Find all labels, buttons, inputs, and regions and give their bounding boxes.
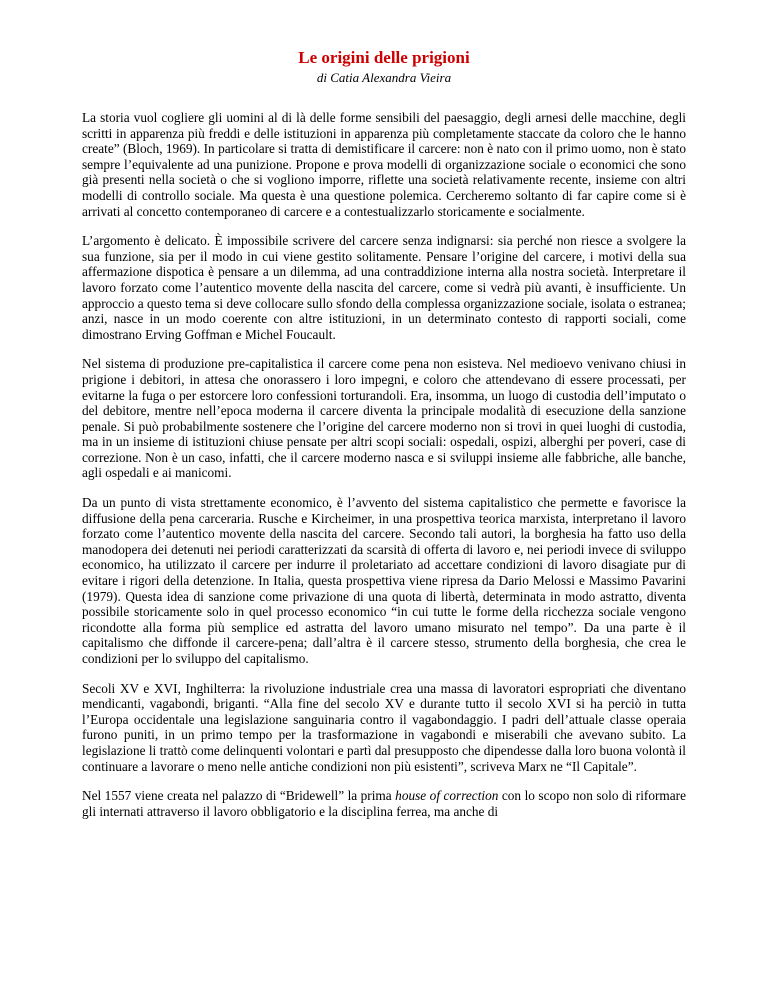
document-title: Le origini delle prigioni: [298, 48, 470, 67]
paragraph-6-emphasis: house of correction: [395, 788, 499, 804]
paragraph-6-text-start: Nel 1557 viene creata nel palazzo di “Bridewell” la prima: [82, 788, 396, 804]
paragraph-5: Secoli XV e XVI, Inghilterra: la rivoluzione industriale crea una massa di lavoratori espropriati che diventano mendicanti, vagabondi, briganti. “Alla fine del secolo XV e durante tutto il secolo XVI si ha perciò in tutta l’Europa occidentale una legislazione sanguinaria contro il vagabondaggio. I padri dell’attuale classe operaia furono puniti, in un primo tempo per la trasformazione in vagabondi e miserabili che avevano subito. La legislazione li trattò come delinquenti volontari e partì dal presupposto che dipendesse dalla loro buona volontà il continuare a lavorare o meno nelle antiche condizioni non più esistenti”, scriveva Marx ne “Il Capitale”.: [82, 680, 686, 774]
paragraph-2: L’argomento è delicato. È impossibile scrivere del carcere senza indignarsi: sia perché non riesce a svolgere la sua funzione, sia per il modo in cui viene gestito solitamente. Pensare l’origine del carcere, i motivi della sua affermazione dispotica è pensare a un dilemma, ad una contraddizione interna alla nostra società. Interpretare il lavoro forzato come l’autentico movente della nascita del carcere, come si vedrà più avanti, è insufficiente. Un approccio a questo tema si deve collocare sullo sfondo della complessa organizzazione sociale, isolata o estranea; anzi, nasce in un modo coerente con altre istituzioni, in un determinato contesto di rapporti sociali, come dimostrano Erving Goffman e Michel Foucault.: [82, 233, 686, 342]
paragraph-3: Nel sistema di produzione pre-capitalistica il carcere come pena non esisteva. Nel medioevo venivano chiusi in prigione i debitori, in attesa che onorassero i loro impegni, e coloro che attendevano di essere processati, per evitarne la fuga o per estorcere loro confessioni torturandoli. Era, insomma, un luogo di custodia dell’imputato o del debitore, mentre nell’epoca moderna il carcere diventa la principale modalità di esecuzione della sanzione penale. Si può probabilmente sostenere che l’origine del carcere moderno non si trovi in quei luoghi di custodia, ma in un insieme di istituzioni chiuse pensate per altri scopi sociali: ospedali, ospizi, alberghi per poveri, case di correzione. Non è un caso, infatti, che il carcere moderno nasca e si sviluppi insieme alle fabbriche, alle banche, agli ospedali e ai manicomi.: [82, 356, 686, 481]
document-body: [82, 110, 686, 819]
paragraph-6-text-end: con lo scopo non solo di riformare gli internati attraverso il lavoro obbligatorio e la disciplina ferrea, ma anche di: [82, 788, 686, 819]
paragraph-6: [82, 788, 686, 819]
author-byline: di Catia Alexandra Vieira: [316, 70, 452, 85]
paragraph-1: La storia vuol cogliere gli uomini al di là delle forme sensibili del paesaggio, degli arnesi delle macchine, degli scritti in apparenza più freddi e delle istituzioni in apparenza più completamente staccate da coloro che le hanno create” (Bloch, 1969). In particolare si tratta di demistificare il carcere: non è nato con il primo uomo, non è stato sempre l’equivalente ad una punizione. Propone e prova modelli di organizzazione sociale o economici che sono già presenti nella società o che si vogliono imporre, riflette una società relativamente recente, insieme con altri modelli di controllo sociale. Ma questa è una questione polemica. Cercheremo soltanto di far capire come si è arrivati al concetto contemporaneo di carcere e a contestualizzarlo storicamente e socialmente.: [82, 110, 686, 219]
paragraph-4: Da un punto di vista strettamente economico, è l’avvento del sistema capitalistico che permette e favorisce la diffusione della pena carceraria. Rusche e Kircheimer, in una prospettiva teorica marxista, interpretano il lavoro forzato come l’autentico movente della nascita del carcere. Secondo tali autori, la borghesia ha fatto uso della manodopera dei detenuti nei periodi caratterizzati da scarsità di offerta di lavoro e, nei periodi invece di sviluppo economico, ha utilizzato il carcere per indurre il proletariato ad accettare condizioni di lavoro disagiate pur di evitare i rigori della detenzione. In Italia, questa prospettiva viene ripresa da Dario Melossi e Massimo Pavarini (1979). Questa idea di sanzione come privazione di una quota di libertà, determinata in modo astratto, diventa possibile storicamente solo in quel processo economico “in cui tutte le forme della ricchezza sociale vengono ricondotte alla forma più semplice ed astratta del lavoro umano misurato nel tempo”. Da una parte è il capitalismo che diffonde il carcere-pena; dall’altra è il carcere stesso, strumento della borghesia, che crea le condizioni per lo sviluppo del capitalismo.: [82, 495, 686, 666]
